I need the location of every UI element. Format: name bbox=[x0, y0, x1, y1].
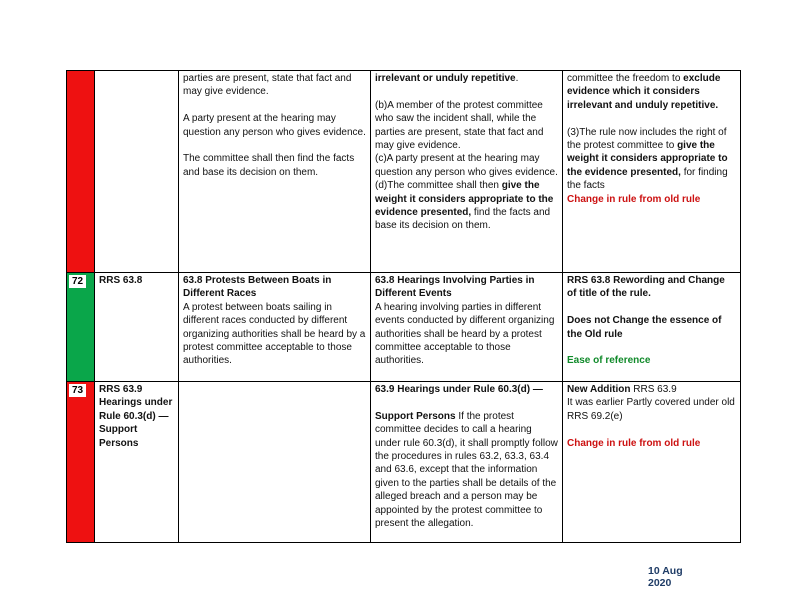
paragraph bbox=[183, 112, 366, 139]
new-cell bbox=[371, 382, 563, 543]
paragraph bbox=[375, 179, 558, 233]
text-segment: RRS 63.9 Hearings under Rule 60.3(d) — Support Persons bbox=[99, 384, 173, 449]
text-segment: Does not Change the essence of the Old rule bbox=[567, 315, 722, 340]
comment-cell bbox=[563, 273, 741, 382]
comment-cell bbox=[563, 382, 741, 543]
old-cell bbox=[179, 382, 371, 543]
ease-note: Ease of reference bbox=[567, 355, 651, 367]
text-segment: (3)The rule now includes the right of the protest committee to bbox=[567, 126, 727, 152]
rule-cell bbox=[95, 71, 179, 273]
paragraph bbox=[99, 274, 174, 287]
text-segment: 63.9 Hearings under Rule 60.3(d) — bbox=[375, 384, 543, 395]
table-row bbox=[67, 71, 741, 273]
status-cell-green bbox=[67, 273, 95, 382]
text-segment: committee the freedom to bbox=[567, 73, 684, 84]
paragraph bbox=[567, 193, 736, 206]
text-segment: irrelevant or unduly repetitive bbox=[375, 73, 516, 84]
row-number: 73 bbox=[69, 384, 86, 397]
old-cell bbox=[179, 71, 371, 273]
text-segment: give the weight it considers appropriate to the evidence presented, bbox=[567, 140, 728, 178]
rule-cell bbox=[95, 273, 179, 382]
row-number: 72 bbox=[69, 275, 86, 288]
text-segment: A hearing involving parties in different events conducted by different organizing authorities shall be heard by a protest committee acceptable to those authorities. bbox=[375, 301, 555, 367]
table-row bbox=[67, 382, 741, 543]
paragraph bbox=[183, 274, 366, 301]
text-segment: exclude evidence which it considers irrelevant and unduly repetitive. bbox=[567, 73, 721, 111]
paragraph bbox=[375, 152, 558, 179]
new-cell bbox=[371, 273, 563, 382]
text-segment: parties are present, state that fact and may give evidence. bbox=[183, 73, 352, 98]
text-segment: find the facts and base its decision on them. bbox=[375, 207, 551, 232]
text-segment: If the protest committee decides to call a hearing under rule 60.3(d), it shall promptly follow the procedures in rules 63.2, 63.3, 63.4 and 63.6, except that the information given to the parties shall be details of the alleged breach and a person may be appointed by the protest committee to present the allegation. bbox=[375, 410, 558, 530]
new-cell bbox=[371, 71, 563, 273]
paragraph bbox=[567, 383, 736, 396]
paragraph bbox=[567, 126, 736, 193]
paragraph bbox=[99, 383, 174, 450]
paragraph bbox=[375, 301, 558, 368]
text-segment: . bbox=[515, 73, 519, 84]
paragraph bbox=[375, 274, 558, 301]
paragraph bbox=[567, 437, 736, 450]
text-segment: 63.8 Hearings Involving Parties in Different Events bbox=[375, 275, 535, 300]
paragraph bbox=[375, 72, 558, 85]
paragraph bbox=[375, 99, 558, 153]
text-segment: It was earlier Partly covered under old RRS 69.2(e) bbox=[567, 397, 735, 422]
paragraph bbox=[183, 72, 366, 99]
rule-comparison-table bbox=[66, 70, 741, 543]
paragraph bbox=[567, 354, 736, 367]
paragraph bbox=[567, 396, 736, 423]
old-cell bbox=[179, 273, 371, 382]
text-segment: RRS 63.9 bbox=[630, 384, 677, 395]
date-line-2: 2020 bbox=[648, 577, 672, 589]
status-cell-red bbox=[67, 382, 95, 543]
paragraph bbox=[375, 383, 558, 396]
paragraph bbox=[567, 314, 736, 341]
text-segment: New Addition bbox=[567, 384, 631, 395]
table-row bbox=[67, 273, 741, 382]
change-note: Change in rule from old rule bbox=[567, 193, 701, 205]
text-segment: (b)A member of the protest committee who saw the incident shall, while the parties are present, state that fact and may give evidence. bbox=[375, 99, 544, 152]
text-segment: (d)The committee shall then bbox=[375, 180, 502, 192]
paragraph bbox=[183, 301, 366, 368]
comment-cell bbox=[563, 71, 741, 273]
text-segment: Support Persons bbox=[375, 410, 456, 422]
text-segment: (c)A party present at the hearing may question any person who gives evidence. bbox=[375, 153, 558, 178]
date-line-1: 10 Aug bbox=[648, 565, 683, 577]
text-segment: give the weight it considers appropriate to the evidence presented, bbox=[375, 180, 554, 219]
text-segment: RRS 63.8 bbox=[99, 275, 143, 286]
paragraph bbox=[375, 410, 558, 531]
text-segment: for finding the facts bbox=[567, 166, 728, 192]
text-segment: A party present at the hearing may question any person who gives evidence. bbox=[183, 113, 366, 138]
rule-cell bbox=[95, 382, 179, 543]
text-segment: A protest between boats sailing in different races conducted by different organizing authorities shall be heard by a protest committee acceptable to those authorities. bbox=[183, 301, 366, 367]
paragraph bbox=[567, 274, 736, 301]
paragraph bbox=[567, 72, 736, 112]
status-cell-red bbox=[67, 71, 95, 273]
text-segment: The committee shall then find the facts and base its decision on them. bbox=[183, 153, 355, 178]
change-note: Change in rule from old rule bbox=[567, 437, 701, 449]
text-segment: 63.8 Protests Between Boats in Different Races bbox=[183, 275, 332, 300]
text-segment: RRS 63.8 Rewording and Change of title of the rule. bbox=[567, 275, 725, 300]
footer-date bbox=[648, 565, 683, 589]
paragraph bbox=[183, 152, 366, 179]
